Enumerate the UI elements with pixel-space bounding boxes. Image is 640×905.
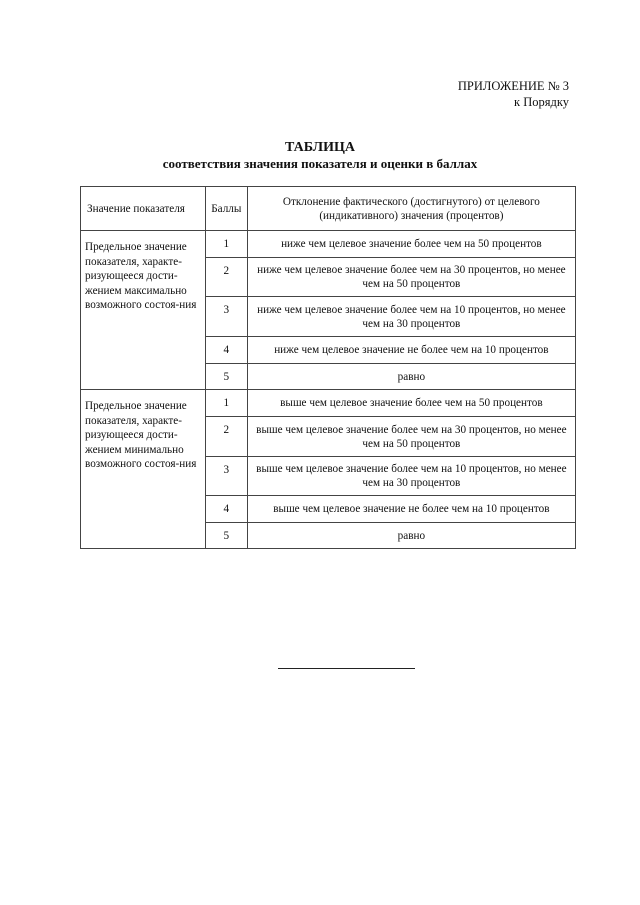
score-cell: 3 [205,297,247,337]
document-subtitle: соответствия значения показателя и оценки в баллах [162,156,478,171]
deviation-cell: выше чем целевое значение не более чем на 10 процентов [247,496,575,523]
group-label-minimum: Предельное значение показателя, характе-ризующееся дости-жением минимально возможного состоя-ния [81,390,206,549]
score-cell: 1 [205,390,247,417]
score-cell: 5 [205,523,247,549]
score-cell: 5 [205,364,247,390]
header-indicator-value: Значение показателя [81,187,206,231]
score-cell: 1 [205,231,247,258]
appendix-reference: к Порядку [514,95,569,109]
score-cell: 2 [205,417,247,457]
document-title: ТАБЛИЦА [285,140,355,155]
score-cell: 4 [205,337,247,364]
score-cell: 4 [205,496,247,523]
deviation-cell: ниже чем целевое значение более чем на 50 процентов [247,231,575,258]
appendix-heading [458,78,569,110]
header-score: Баллы [205,187,247,231]
table-row [81,390,576,417]
appendix-number: ПРИЛОЖЕНИЕ № 3 [457,79,569,93]
deviation-cell: равно [247,523,575,549]
table-header-row [81,187,576,231]
deviation-cell: выше чем целевое значение более чем на 10 процентов, но менее чем на 30 процентов [247,457,575,496]
table-row [81,231,576,258]
deviation-cell: ниже чем целевое значение более чем на 10 процентов, но менее чем на 30 процентов [247,297,575,337]
deviation-cell: выше чем целевое значение более чем на 50 процентов [247,390,575,417]
deviation-cell: равно [247,364,575,390]
group-label-maximum: Предельное значение показателя, характе-ризующееся дости-жением максимально возможного состоя-ния [81,231,206,390]
closing-divider [278,668,415,669]
header-deviation: Отклонение фактического (достигнутого) от целевого (индикативного) значения (процентов) [247,187,575,231]
score-cell: 2 [205,258,247,297]
scoring-table [80,186,576,549]
deviation-cell: выше чем целевое значение более чем на 30 процентов, но менее чем на 50 процентов [247,417,575,457]
deviation-cell: ниже чем целевое значение не более чем на 10 процентов [247,337,575,364]
score-cell: 3 [205,457,247,496]
deviation-cell: ниже чем целевое значение более чем на 30 процентов, но менее чем на 50 процентов [247,258,575,297]
